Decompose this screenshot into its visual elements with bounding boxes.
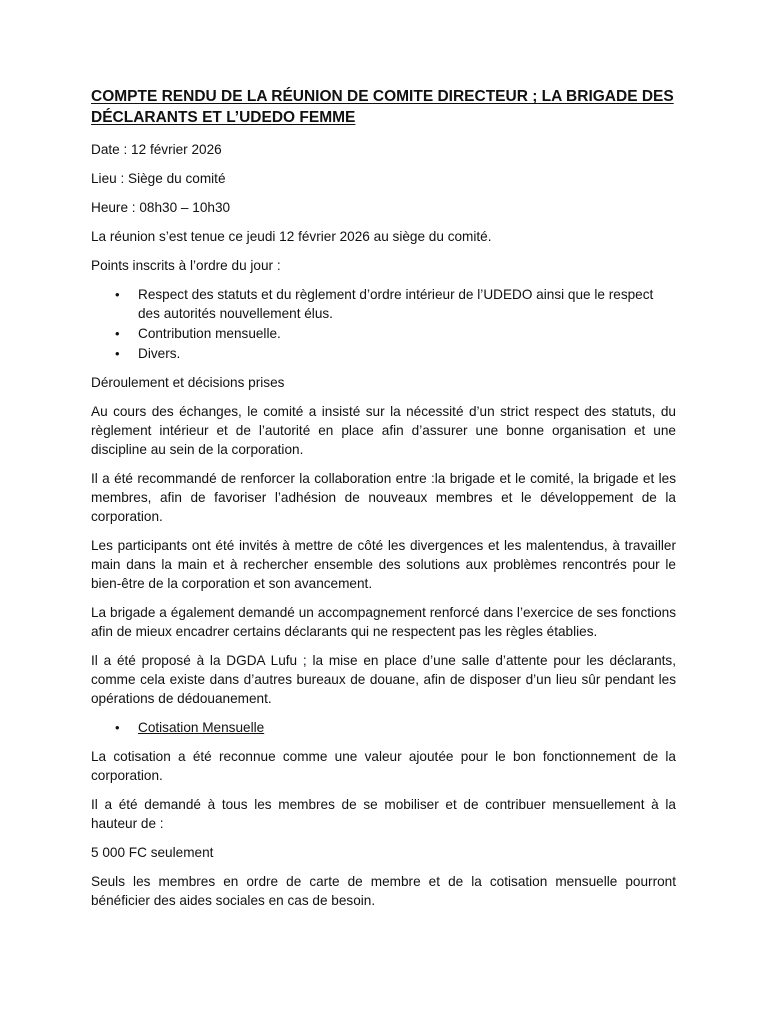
agenda-item bbox=[91, 285, 676, 323]
agenda-item-text: Divers. bbox=[138, 346, 181, 361]
document-title: COMPTE RENDU DE LA RÉUNION DE COMITE DIRECTEUR ; LA BRIGADE DES DÉCLARANTS ET L’UDEDO FEMME bbox=[91, 88, 674, 126]
bullet-icon: • bbox=[115, 326, 120, 341]
agenda-item-text: Contribution mensuelle. bbox=[138, 326, 281, 341]
agenda-item bbox=[91, 344, 676, 363]
cotisation-list bbox=[91, 718, 676, 737]
agenda-heading: Points inscrits à l’ordre du jour : bbox=[91, 258, 281, 273]
decisions-heading: Déroulement et décisions prises bbox=[91, 375, 285, 390]
paragraph: Il a été proposé à la DGDA Lufu ; la mise en place d’une salle d’attente pour les déclarants, comme cela existe dans d’autres bureaux de douane, afin de disposer d’un lieu sûr pendant les opérations de dédouanement. bbox=[91, 653, 676, 706]
meeting-intro: La réunion s’est tenue ce jeudi 12 février 2026 au siège du comité. bbox=[91, 229, 492, 244]
paragraph: Au cours des échanges, le comité a insisté sur la nécessité d’un strict respect des statuts, du règlement intérieur et de l’autorité en place afin d’assurer une bonne organisation et une discipline au sein de la corporation. bbox=[91, 404, 676, 457]
agenda-list bbox=[91, 285, 676, 363]
closing-paragraph: Seuls les membres en ordre de carte de membre et de la cotisation mensuelle pourront bénéficier des aides sociales en cas de besoin. bbox=[91, 874, 676, 908]
agenda-item bbox=[91, 324, 676, 343]
contribution-amount: 5 000 FC seulement bbox=[91, 845, 214, 860]
agenda-item-text: Respect des statuts et du règlement d’ordre intérieur de l’UDEDO ainsi que le respect des autorités nouvellement élus. bbox=[138, 287, 654, 321]
paragraph: Il a été recommandé de renforcer la collaboration entre :la brigade et le comité, la brigade et les membres, afin de favoriser l’adhésion de nouveaux membres et le développement de la corporation. bbox=[91, 471, 676, 524]
meeting-location: Lieu : Siège du comité bbox=[91, 171, 226, 186]
paragraph: Les participants ont été invités à mettre de côté les divergences et les malentendus, à travailler main dans la main et à rechercher ensemble des solutions aux problèmes rencontrés pour le bien-être de la corporation et son avancement. bbox=[91, 538, 676, 591]
paragraph: Il a été demandé à tous les membres de se mobiliser et de contribuer mensuellement à la hauteur de : bbox=[91, 797, 676, 831]
cotisation-item bbox=[91, 718, 676, 737]
cotisation-heading: Cotisation Mensuelle bbox=[138, 720, 265, 735]
meeting-date: Date : 12 février 2026 bbox=[91, 142, 222, 157]
paragraph: La cotisation a été reconnue comme une valeur ajoutée pour le bon fonctionnement de la corporation. bbox=[91, 749, 676, 783]
bullet-icon: • bbox=[115, 720, 120, 735]
bullet-icon: • bbox=[115, 346, 120, 361]
paragraph: La brigade a également demandé un accompagnement renforcé dans l’exercice de ses fonctions afin de mieux encadrer certains déclarants qui ne respectent pas les règles établies. bbox=[91, 605, 676, 639]
meeting-time: Heure : 08h30 – 10h30 bbox=[91, 200, 231, 215]
bullet-icon: • bbox=[115, 287, 120, 302]
